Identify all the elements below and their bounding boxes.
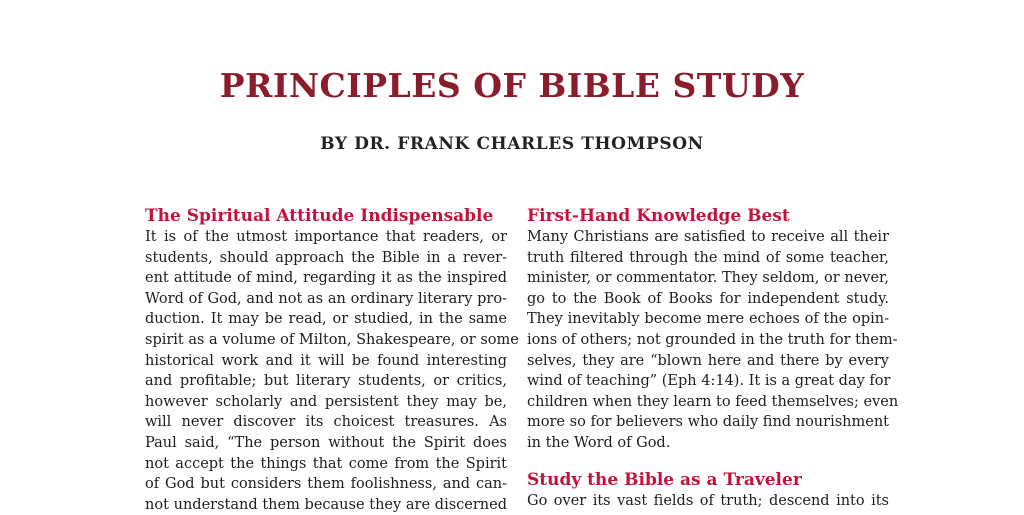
text-line: ions of others; not grounded in the truth for them- [527, 331, 898, 348]
section-spacer [527, 454, 889, 469]
text-line: Go over its vast fields of truth; descend into its [527, 492, 889, 509]
section-heading-spiritual-attitude: The Spiritual Attitude Indispensable [145, 206, 494, 226]
left-column [145, 205, 519, 515]
section-body-spiritual-attitude [145, 227, 519, 515]
text-line: go to the Book of Books for independent study. [527, 290, 889, 307]
text-line: not accept the things that come from the Spirit [145, 455, 507, 472]
text-line: historical work and it will be found interesting [145, 352, 507, 369]
text-line: wind of teaching” (Eph 4:14). It is a great day for [527, 373, 891, 390]
text-line: however scholarly and persistent they may be, [145, 393, 507, 410]
text-line: students, should approach the Bible in a rever- [145, 249, 507, 266]
text-line: and profitable; but literary students, or critics, [145, 373, 507, 390]
section-body-first-hand-knowledge [527, 227, 899, 454]
text-line: Paul said, “The person without the Spirit does [145, 434, 507, 451]
page-title: PRINCIPLES OF BIBLE STUDY [219, 66, 805, 105]
text-line: not understand them because they are discerned [145, 496, 507, 513]
text-line: in the Word of God. [527, 434, 671, 451]
text-line: ent attitude of mind, regarding it as the inspired [145, 270, 507, 287]
text-line: children when they learn to feed themselves; even [527, 393, 899, 410]
text-line: of God but considers them foolishness, and can- [145, 476, 507, 493]
text-line: They inevitably become mere echoes of the opin- [527, 311, 889, 328]
section-heading-study-as-traveler: Study the Bible as a Traveler [527, 469, 802, 490]
text-line: selves, they are “blown here and there by every [527, 352, 889, 369]
text-line: minister, or commentator. They seldom, or never, [527, 270, 889, 287]
right-column [527, 205, 899, 511]
section-heading-first-hand-knowledge: First-Hand Knowledge Best [527, 206, 790, 226]
text-line: It is of the utmost importance that readers, or [145, 229, 507, 245]
text-line: spirit as a volume of Milton, Shakespeare, or some [145, 331, 519, 348]
text-line: duction. It may be read, or studied, in the same [145, 311, 507, 328]
byline: BY DR. FRANK CHARLES THOMPSON [320, 134, 704, 154]
text-line: will never discover its choicest treasures. As [145, 414, 507, 431]
section-body-study-as-traveler [527, 491, 889, 512]
text-line: Many Christians are satisfied to receive all their [527, 229, 889, 245]
text-line: truth filtered through the mind of some teacher, [527, 249, 889, 266]
text-line: more so for believers who daily find nourishment [527, 414, 889, 431]
text-line: Word of God, and not as an ordinary literary pro- [145, 290, 507, 307]
